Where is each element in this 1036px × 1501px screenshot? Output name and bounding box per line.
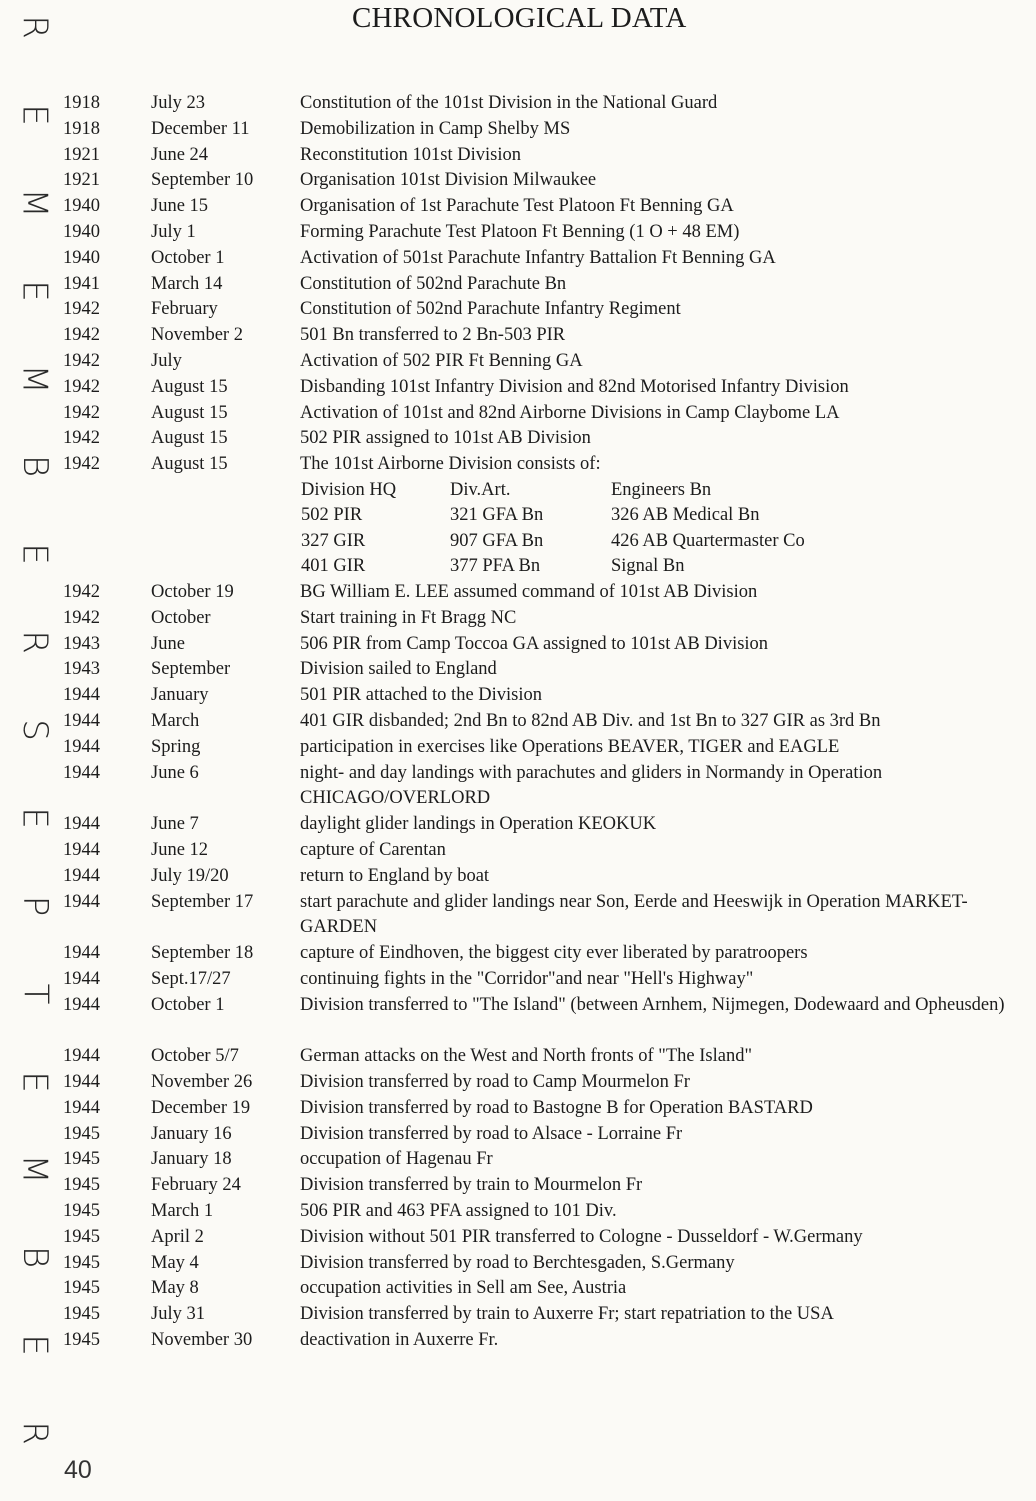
date-cell: July 19/20 xyxy=(151,865,229,886)
unit-cell: 401 GIR xyxy=(301,556,366,577)
unit-cell: 377 PFA Bn xyxy=(450,556,541,577)
event-cell: 506 PIR and 463 PFA assigned to 101 Div. xyxy=(300,1201,617,1222)
chronology-row xyxy=(0,1276,1036,1302)
event-cell: occupation activities in Sell am See, Austria xyxy=(300,1278,627,1299)
year-cell: 1943 xyxy=(63,633,100,654)
side-letter: R xyxy=(15,15,55,39)
event-cell: 501 PIR attached to the Division xyxy=(300,685,543,706)
side-letter: B xyxy=(14,1246,55,1269)
event-cell: Division transferred by train to Mourmelon Fr xyxy=(300,1175,643,1196)
event-cell: Demobilization in Camp Shelby MS xyxy=(300,118,571,139)
year-cell: 1944 xyxy=(63,736,100,757)
chronology-row xyxy=(0,1044,1036,1070)
date-cell: July 23 xyxy=(151,93,205,113)
date-cell: February xyxy=(151,299,218,320)
event-cell: night- and day landings with parachutes and gliders in Normandy in Operation CHICAGO/OVERLORD xyxy=(300,762,883,809)
event-cell: Forming Parachute Test Platoon Ft Benning (1 O + 48 EM) xyxy=(300,221,740,242)
date-cell: April 2 xyxy=(151,1226,204,1247)
side-letter: E xyxy=(14,1070,55,1093)
date-cell: November 2 xyxy=(151,325,243,346)
event-cell: Constitution of 502nd Parachute Infantry Regiment xyxy=(300,299,681,320)
event-cell: daylight glider landings in Operation KEOKUK xyxy=(300,814,657,835)
event-cell: 501 Bn transferred to 2 Bn-503 PIR xyxy=(300,325,566,346)
year-cell: 1921 xyxy=(63,144,100,165)
year-cell: 1944 xyxy=(63,710,100,731)
event-cell: Division transferred by road to Bastogne B for Operation BASTARD xyxy=(300,1097,813,1118)
event-cell: Constitution of the 101st Division in the National Guard xyxy=(300,93,718,113)
year-cell: 1944 xyxy=(63,839,100,860)
unit-row xyxy=(301,503,941,529)
event-cell: Division transferred to "The Island" (between Arnhem, Nijmegen, Dodewaard and Opheusden) xyxy=(300,994,1005,1015)
chronology-row xyxy=(0,91,1036,117)
year-cell: 1942 xyxy=(63,607,100,628)
event-cell: The 101st Airborne Division consists of: xyxy=(300,454,601,475)
year-cell: 1940 xyxy=(63,247,100,268)
year-cell: 1945 xyxy=(63,1201,100,1222)
chronology-row xyxy=(0,812,1036,838)
chronology-row xyxy=(0,993,1036,1045)
date-cell: July 1 xyxy=(151,221,196,242)
year-cell: 1945 xyxy=(63,1226,100,1247)
date-cell: January xyxy=(151,685,209,706)
event-cell: Reconstitution 101st Division xyxy=(300,144,521,165)
chronology-part-2 xyxy=(0,580,1036,1354)
unit-cell: 502 PIR xyxy=(301,505,363,526)
date-cell: October 1 xyxy=(151,247,225,268)
event-cell: capture of Carentan xyxy=(300,839,446,860)
division-units-table xyxy=(0,478,1036,580)
year-cell: 1942 xyxy=(63,325,100,346)
page-title: CHRONOLOGICAL DATA xyxy=(352,2,687,34)
date-cell: October 19 xyxy=(151,581,234,602)
chronology-row xyxy=(0,349,1036,375)
year-cell: 1942 xyxy=(63,454,100,475)
date-cell: Spring xyxy=(151,736,201,757)
year-cell: 1944 xyxy=(63,685,100,706)
chronology-row xyxy=(0,606,1036,632)
year-cell: 1945 xyxy=(63,1330,100,1351)
unit-cell: Signal Bn xyxy=(611,556,685,577)
chronology-row xyxy=(0,1225,1036,1251)
chronology-row xyxy=(0,838,1036,864)
side-letter: P xyxy=(14,895,55,917)
date-cell: October xyxy=(151,607,211,628)
date-cell: September 18 xyxy=(151,943,254,964)
date-cell: Sept.17/27 xyxy=(151,968,231,989)
date-cell: June 12 xyxy=(151,839,209,860)
unit-cell: 426 AB Quartermaster Co xyxy=(611,530,805,551)
unit-row xyxy=(301,554,941,580)
event-cell: Activation of 101st and 82nd Airborne Divisions in Camp Claybome LA xyxy=(300,402,840,423)
chronology-row xyxy=(0,272,1036,298)
date-cell: May 8 xyxy=(151,1278,199,1299)
unit-cell: 321 GFA Bn xyxy=(450,505,544,526)
event-cell: German attacks on the West and North fronts of "The Island" xyxy=(300,1046,753,1067)
date-cell: December 19 xyxy=(151,1097,251,1118)
side-letter: R xyxy=(15,630,55,654)
date-cell: March 1 xyxy=(151,1201,214,1222)
year-cell: 1944 xyxy=(63,865,100,886)
date-cell: June 6 xyxy=(151,762,199,783)
chronology-row xyxy=(0,683,1036,709)
event-cell: return to England by boat xyxy=(300,865,490,886)
event-cell: Activation of 502 PIR Ft Benning GA xyxy=(300,350,583,371)
unit-row xyxy=(301,529,941,555)
date-cell: September xyxy=(151,659,231,680)
date-cell: May 4 xyxy=(151,1252,199,1273)
year-cell: 1944 xyxy=(63,968,100,989)
chronology-row xyxy=(0,426,1036,452)
chronology-row xyxy=(0,297,1036,323)
year-cell: 1944 xyxy=(63,814,100,835)
date-cell: February 24 xyxy=(151,1175,241,1196)
side-letter: M xyxy=(15,188,55,218)
year-cell: 1921 xyxy=(63,170,100,191)
chronology-row xyxy=(0,941,1036,967)
year-cell: 1942 xyxy=(63,402,100,423)
event-cell: 502 PIR assigned to 101st AB Division xyxy=(300,428,591,449)
chronology-row xyxy=(0,246,1036,272)
side-letter: E xyxy=(14,1334,55,1356)
chronology-row xyxy=(0,168,1036,194)
year-cell: 1944 xyxy=(63,762,100,783)
chronology-row xyxy=(0,1328,1036,1354)
chronology-row xyxy=(0,890,1036,942)
year-cell: 1944 xyxy=(63,943,100,964)
year-cell: 1945 xyxy=(63,1149,100,1170)
date-cell: September 10 xyxy=(151,170,254,191)
chronology-list xyxy=(0,91,1036,1354)
date-cell: October 5/7 xyxy=(151,1046,239,1067)
event-cell: Division transferred by road to Berchtesgaden, S.Germany xyxy=(300,1252,735,1273)
unit-cell: Div.Art. xyxy=(450,479,511,500)
date-cell: November 26 xyxy=(151,1072,253,1093)
year-cell: 1918 xyxy=(63,118,100,139)
year-cell: 1944 xyxy=(63,1097,100,1118)
chronology-row xyxy=(0,657,1036,683)
date-cell: July xyxy=(151,350,182,371)
chronology-row xyxy=(0,452,1036,478)
year-cell: 1942 xyxy=(63,376,100,397)
side-letter: T xyxy=(15,983,55,1005)
chronology-row xyxy=(0,1147,1036,1173)
side-letter: M xyxy=(15,1154,55,1185)
chronology-row xyxy=(0,194,1036,220)
event-cell: capture of Eindhoven, the biggest city ever liberated by paratroopers xyxy=(300,943,808,964)
event-cell: Division transferred by road to Alsace - Lorraine Fr xyxy=(300,1123,683,1144)
event-cell: Activation of 501st Parachute Infantry Battalion Ft Benning GA xyxy=(300,247,776,268)
year-cell: 1945 xyxy=(63,1252,100,1273)
event-cell: 401 GIR disbanded; 2nd Bn to 82nd AB Div. and 1st Bn to 327 GIR as 3rd Bn xyxy=(300,710,881,731)
event-cell: Division without 501 PIR transferred to Cologne - Dusseldorf - W.Germany xyxy=(300,1226,863,1247)
unit-cell: 327 GIR xyxy=(301,530,366,551)
side-letter: E xyxy=(14,279,55,302)
event-cell: Start training in Ft Bragg NC xyxy=(300,607,517,628)
side-letter: E xyxy=(14,807,55,829)
date-cell: January 16 xyxy=(151,1123,232,1144)
event-cell: Organisation 101st Division Milwaukee xyxy=(300,170,597,191)
date-cell: March xyxy=(151,710,200,731)
date-cell: July 31 xyxy=(151,1304,205,1325)
chronology-row xyxy=(0,632,1036,658)
year-cell: 1945 xyxy=(63,1304,100,1325)
chronology-row xyxy=(0,864,1036,890)
event-cell: BG William E. LEE assumed command of 101st AB Division xyxy=(300,581,758,602)
chronology-row xyxy=(0,735,1036,761)
chronology-row xyxy=(0,709,1036,735)
chronology-row xyxy=(0,1199,1036,1225)
date-cell: June 7 xyxy=(151,814,199,835)
year-cell: 1944 xyxy=(63,891,100,912)
year-cell: 1918 xyxy=(63,93,100,113)
chronology-part-1 xyxy=(0,91,1036,478)
page-number: 40 xyxy=(64,1456,92,1484)
year-cell: 1942 xyxy=(63,428,100,449)
chronology-row xyxy=(0,1096,1036,1122)
chronology-row xyxy=(0,401,1036,427)
side-letter: S xyxy=(15,719,55,741)
year-cell: 1944 xyxy=(63,1072,100,1093)
event-cell: 506 PIR from Camp Toccoa GA assigned to 101st AB Division xyxy=(300,633,769,654)
year-cell: 1945 xyxy=(63,1278,100,1299)
date-cell: September 17 xyxy=(151,891,254,912)
side-letter: R xyxy=(15,1421,55,1445)
side-letter: B xyxy=(14,455,55,478)
chronology-row xyxy=(0,143,1036,169)
side-letter: E xyxy=(14,543,55,565)
event-cell: Division sailed to England xyxy=(300,659,497,680)
date-cell: August 15 xyxy=(151,454,228,475)
chronology-row xyxy=(0,1122,1036,1148)
event-cell: Division transferred by road to Camp Mourmelon Fr xyxy=(300,1072,690,1093)
chronology-row xyxy=(0,1302,1036,1328)
date-cell: June xyxy=(151,633,185,654)
unit-cell: Engineers Bn xyxy=(611,479,712,500)
chronology-row xyxy=(0,117,1036,143)
chronology-row xyxy=(0,580,1036,606)
side-letter: E xyxy=(14,104,55,126)
date-cell: January 18 xyxy=(151,1149,232,1170)
chronology-row xyxy=(0,1251,1036,1277)
event-cell: occupation of Hagenau Fr xyxy=(300,1149,493,1170)
date-cell: June 15 xyxy=(151,196,209,217)
unit-cell: 907 GFA Bn xyxy=(450,530,544,551)
date-cell: June 24 xyxy=(151,144,209,165)
chronology-row xyxy=(0,323,1036,349)
event-cell: Division transferred by train to Auxerre Fr; start repatriation to the USA xyxy=(300,1304,834,1325)
unit-cell: 326 AB Medical Bn xyxy=(611,505,760,526)
event-cell: deactivation in Auxerre Fr. xyxy=(300,1330,499,1351)
chronology-row xyxy=(0,220,1036,246)
date-cell: December 11 xyxy=(151,118,250,139)
chronology-row xyxy=(0,375,1036,401)
side-letter: M xyxy=(15,363,55,394)
year-cell: 1942 xyxy=(63,350,100,371)
year-cell: 1941 xyxy=(63,273,100,294)
year-cell: 1944 xyxy=(63,1046,100,1067)
year-cell: 1940 xyxy=(63,221,100,242)
year-cell: 1945 xyxy=(63,1175,100,1196)
unit-cell: Division HQ xyxy=(301,479,397,500)
date-cell: August 15 xyxy=(151,402,228,423)
date-cell: March 14 xyxy=(151,273,223,294)
date-cell: November 30 xyxy=(151,1330,253,1351)
chronology-row xyxy=(0,1173,1036,1199)
event-cell: Disbanding 101st Infantry Division and 82nd Motorised Infantry Division xyxy=(300,376,849,397)
year-cell: 1942 xyxy=(63,299,100,320)
event-cell: start parachute and glider landings near Son, Eerde and Heeswijk in Operation MARKET-GARDEN xyxy=(300,891,968,938)
year-cell: 1945 xyxy=(63,1123,100,1144)
chronology-row xyxy=(0,967,1036,993)
date-cell: October 1 xyxy=(151,994,225,1015)
event-cell: continuing fights in the "Corridor"and near "Hell's Highway" xyxy=(300,968,754,989)
year-cell: 1942 xyxy=(63,581,100,602)
event-cell: participation in exercises like Operations BEAVER, TIGER and EAGLE xyxy=(300,736,840,757)
chronology-row xyxy=(0,1070,1036,1096)
year-cell: 1940 xyxy=(63,196,100,217)
date-cell: August 15 xyxy=(151,428,228,449)
event-cell: Constitution of 502nd Parachute Bn xyxy=(300,273,567,294)
year-cell: 1943 xyxy=(63,659,100,680)
date-cell: August 15 xyxy=(151,376,228,397)
unit-row xyxy=(301,478,941,504)
year-cell: 1944 xyxy=(63,994,100,1015)
unit-grid xyxy=(301,478,941,580)
event-cell: Organisation of 1st Parachute Test Platoon Ft Benning GA xyxy=(300,196,734,217)
chronology-row xyxy=(0,761,1036,813)
